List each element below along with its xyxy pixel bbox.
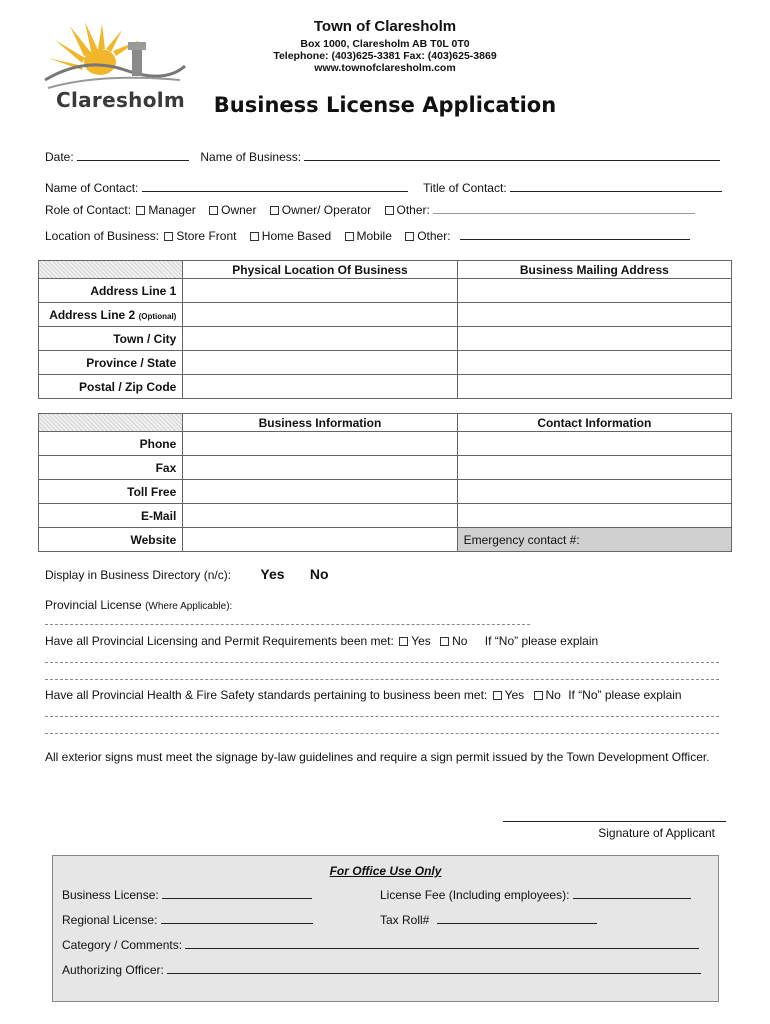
address-line-2-text: Address Line 2 (49, 307, 136, 322)
role-other-field[interactable] (433, 203, 695, 214)
q2-explain-line-2[interactable] (45, 733, 719, 734)
date-label: Date: (45, 150, 74, 164)
office-business-license-field[interactable] (162, 888, 312, 899)
provincial-license-note: (Where Applicable): (145, 601, 233, 612)
signature-label: Signature of Applicant (598, 826, 715, 840)
contact-table-corner (39, 414, 183, 432)
office-tax-roll-label: Tax Roll# (380, 913, 430, 927)
location-mobile-label: Mobile (356, 229, 392, 243)
role-owner-operator-label: Owner/ Operator (281, 203, 372, 217)
location-store-front-label: Store Front (176, 229, 237, 243)
business-toll-free-cell[interactable] (183, 480, 457, 504)
address-table (38, 260, 732, 399)
q1-yes-label: Yes (411, 634, 431, 648)
date-row (45, 150, 720, 164)
office-authorizing-label: Authorizing Officer: (62, 963, 164, 977)
provincial-license-row (45, 598, 232, 612)
contact-toll-free-cell[interactable] (457, 480, 731, 504)
office-regional-license-field[interactable] (161, 913, 313, 924)
role-owner-operator-checkbox[interactable] (270, 206, 279, 215)
business-fax-cell[interactable] (183, 456, 457, 480)
q2-text: Have all Provincial Health & Fire Safety standards pertaining to business been met: (45, 688, 488, 702)
physical-province-state-cell[interactable] (183, 351, 457, 375)
provincial-license-label: Provincial License (45, 598, 142, 612)
directory-yes-option[interactable]: Yes (260, 566, 285, 582)
town-logo (40, 18, 190, 118)
mailing-province-state-cell[interactable] (457, 351, 731, 375)
business-name-label: Name of Business: (200, 150, 302, 164)
business-email-cell[interactable] (183, 504, 457, 528)
physical-town-city-cell[interactable] (183, 327, 457, 351)
license-fee-row (380, 888, 691, 902)
office-category-field[interactable] (185, 938, 699, 949)
q2-explain-line-1[interactable] (45, 716, 719, 717)
location-store-front-checkbox[interactable] (164, 232, 173, 241)
office-category-label: Category / Comments: (62, 938, 183, 952)
emergency-contact-label: Emergency contact #: (463, 532, 580, 547)
contact-table (38, 413, 732, 552)
q2-yes-checkbox[interactable] (493, 691, 502, 700)
location-home-based-label: Home Based (261, 229, 332, 243)
phone-label: Phone (39, 432, 183, 456)
town-city-label: Town / City (39, 327, 183, 351)
role-label: Role of Contact: (45, 203, 132, 217)
office-business-license-label: Business License: (62, 888, 159, 902)
authorizing-row (62, 963, 701, 977)
office-authorizing-field[interactable] (167, 963, 701, 974)
physical-address-line-2-cell[interactable] (183, 303, 457, 327)
directory-label: Display in Business Directory (n/c): (45, 568, 232, 582)
office-regional-license-label: Regional License: (62, 913, 158, 927)
q1-row (45, 634, 598, 648)
physical-location-header: Physical Location Of Business (183, 261, 457, 279)
office-license-fee-label: License Fee (Including employees): (380, 888, 570, 902)
location-home-based-checkbox[interactable] (250, 232, 259, 241)
optional-note: (Optional) (138, 311, 177, 321)
contact-fax-cell[interactable] (457, 456, 731, 480)
signature-line[interactable] (503, 821, 726, 822)
title-of-contact-label: Title of Contact: (423, 181, 507, 195)
fax-label: Fax (39, 456, 183, 480)
sun-logo-icon (40, 18, 190, 93)
role-other-checkbox[interactable] (385, 206, 394, 215)
regional-license-row (62, 913, 313, 927)
town-website: www.townofclaresholm.com (314, 62, 456, 74)
q1-no-label: No (452, 634, 468, 648)
document-title: Business License Application (213, 93, 557, 117)
postal-zip-label: Postal / Zip Code (39, 375, 183, 399)
q2-explain-label: If “No” please explain (568, 688, 682, 702)
location-label: Location of Business: (45, 229, 160, 243)
role-manager-label: Manager (148, 203, 196, 217)
q1-text: Have all Provincial Licensing and Permit Requirements been met: (45, 634, 394, 648)
province-state-label: Province / State (39, 351, 183, 375)
mailing-town-city-cell[interactable] (457, 327, 731, 351)
physical-postal-zip-cell[interactable] (183, 375, 457, 399)
emergency-contact-cell[interactable] (457, 528, 731, 552)
address-line-1-label: Address Line 1 (39, 279, 183, 303)
role-row (45, 203, 695, 217)
contact-row (45, 181, 722, 195)
office-use-box (52, 855, 719, 1002)
signage-notice: All exterior signs must meet the signage by-law guidelines and require a sign permit issued by the Town Development Officer. (45, 750, 710, 764)
mailing-address-line-1-cell[interactable] (457, 279, 731, 303)
address-table-corner (39, 261, 183, 279)
website-label: Website (39, 528, 183, 552)
contact-phone-cell[interactable] (457, 432, 731, 456)
q2-yes-label: Yes (504, 688, 525, 702)
q1-explain-line-2[interactable] (45, 679, 719, 680)
tax-roll-row (380, 913, 597, 927)
address-line-2-label (39, 303, 183, 327)
office-license-fee-field[interactable] (573, 888, 691, 899)
contact-name-label: Name of Contact: (45, 181, 139, 195)
q1-yes-checkbox[interactable] (399, 637, 408, 646)
physical-address-line-1-cell[interactable] (183, 279, 457, 303)
toll-free-label: Toll Free (39, 480, 183, 504)
location-row (45, 229, 690, 243)
role-manager-checkbox[interactable] (136, 206, 145, 215)
business-license-row (62, 888, 312, 902)
location-mobile-checkbox[interactable] (345, 232, 354, 241)
title-of-contact-field[interactable] (510, 181, 722, 192)
town-phone: Telephone: (403)625-3381 Fax: (403)625-3869 (273, 50, 497, 62)
business-phone-cell[interactable] (183, 432, 457, 456)
directory-row (45, 566, 329, 582)
category-row (62, 938, 699, 952)
provincial-license-field[interactable] (45, 624, 530, 625)
town-name: Town of Claresholm (313, 18, 457, 35)
q1-explain-label: If “No” please explain (484, 634, 599, 648)
mailing-address-header: Business Mailing Address (457, 261, 731, 279)
office-use-title: For Office Use Only (329, 864, 442, 878)
business-information-header: Business Information (183, 414, 457, 432)
q2-no-label: No (545, 688, 561, 702)
town-address: Box 1000, Claresholm AB T0L 0T0 (300, 38, 470, 50)
office-tax-roll-field[interactable] (437, 913, 597, 924)
q2-no-checkbox[interactable] (534, 691, 543, 700)
role-other-label: Other: (396, 203, 430, 217)
q2-row (45, 688, 682, 702)
date-field[interactable] (77, 150, 189, 161)
email-label: E-Mail (39, 504, 183, 528)
business-website-cell[interactable] (183, 528, 457, 552)
mailing-postal-zip-cell[interactable] (457, 375, 731, 399)
role-owner-label: Owner (221, 203, 257, 217)
q1-no-checkbox[interactable] (440, 637, 449, 646)
contact-information-header: Contact Information (457, 414, 731, 432)
location-other-field[interactable] (460, 229, 690, 240)
role-owner-checkbox[interactable] (209, 206, 218, 215)
logo-text: Claresholm (56, 88, 186, 112)
location-other-checkbox[interactable] (405, 232, 414, 241)
location-other-label: Other: (417, 229, 451, 243)
mailing-address-line-2-cell[interactable] (457, 303, 731, 327)
contact-name-field[interactable] (142, 181, 408, 192)
business-name-field[interactable] (304, 150, 720, 161)
contact-email-cell[interactable] (457, 504, 731, 528)
q1-explain-line-1[interactable] (45, 662, 719, 663)
directory-no-option[interactable]: No (309, 566, 329, 582)
